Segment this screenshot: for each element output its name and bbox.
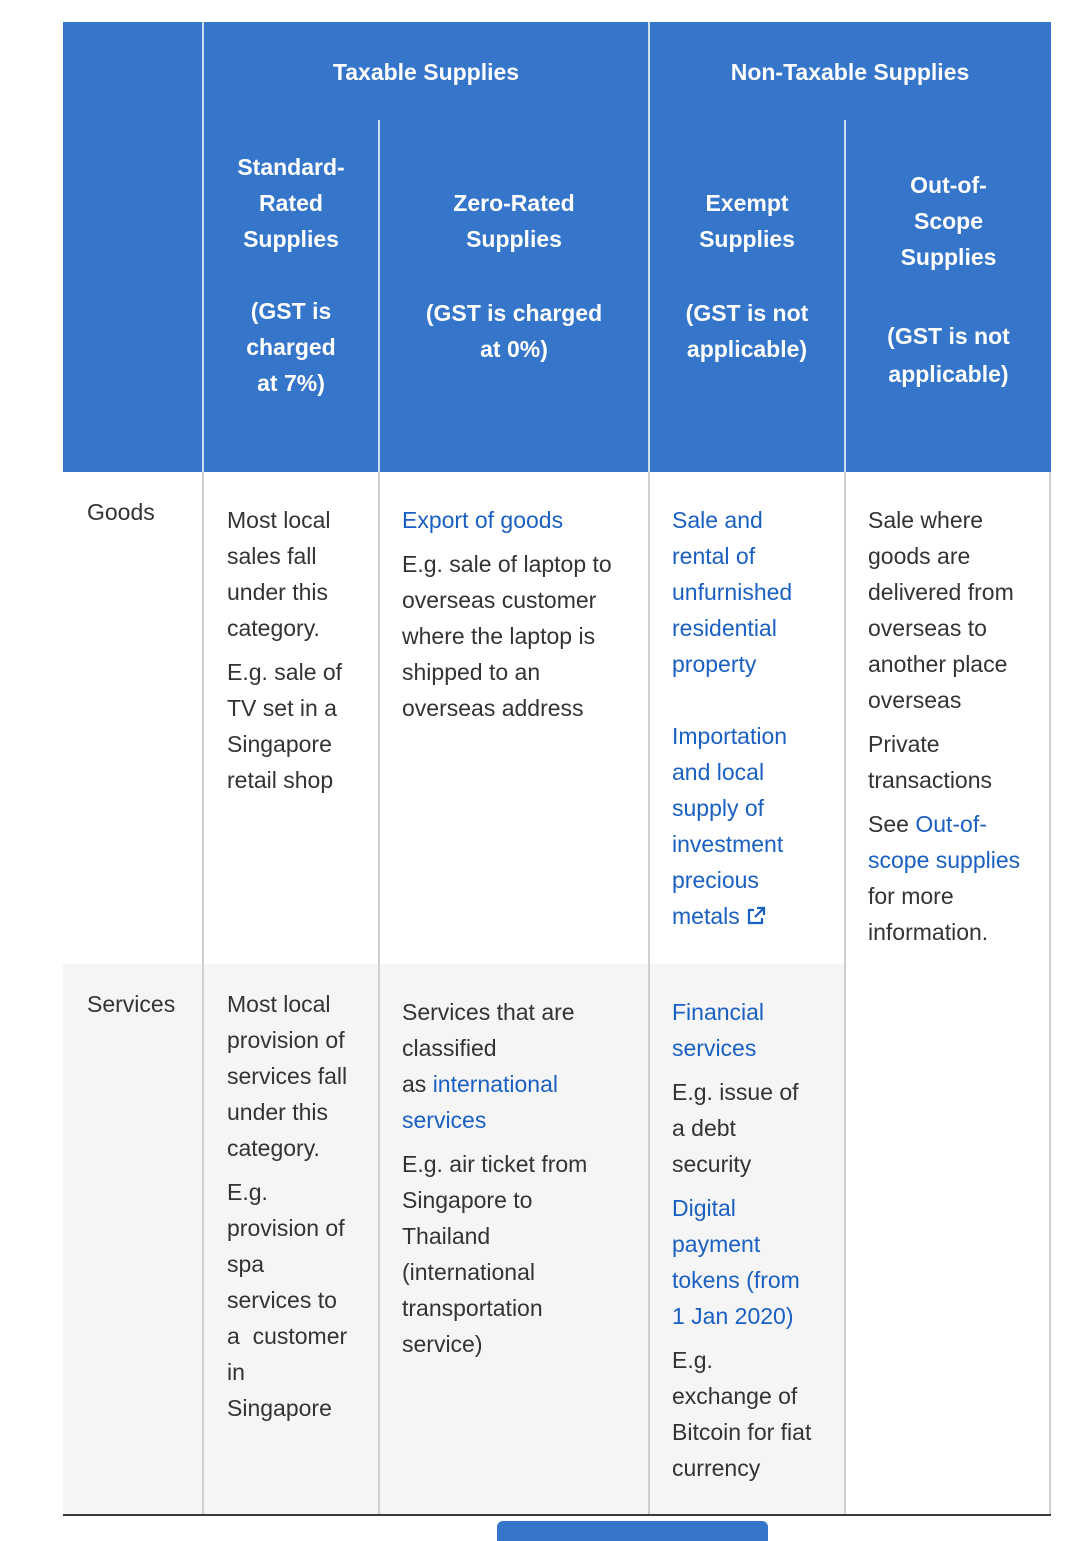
out-of-scope-supplies-link-cont[interactable]: scope supplies (868, 847, 1021, 873)
investment-precious-metals-link[interactable]: Importation and local supply of investment precious metals (672, 723, 788, 929)
services-standard-desc: Most local provision of services fall under this category. (227, 991, 348, 1161)
goods-exempt-cell (672, 502, 844, 934)
digital-payment-tokens-link[interactable]: Digital payment tokens (from 1 Jan 2020) (672, 1195, 800, 1329)
goods-zero-example: E.g. sale of laptop to overseas customer where the laptop is shipped to an overseas address (402, 551, 612, 721)
services-exempt-cell (672, 994, 844, 1486)
table-bottom-border (63, 1514, 1051, 1516)
column-divider (202, 472, 204, 1516)
sale-rental-residential-property-link[interactable]: Sale and rental of unfurnished residential property (672, 507, 793, 677)
header-zero-note: (GST is charged at 0%) (425, 300, 603, 362)
export-of-goods-link[interactable]: Export of goods (402, 507, 564, 533)
international-services-link-cont[interactable]: services (402, 1107, 487, 1133)
goods-oos-private: Private transactions (868, 731, 993, 793)
row-label-services: Services (87, 991, 176, 1017)
services-exempt-example1: E.g. issue of a debt security (672, 1079, 799, 1177)
header-standard-title: Standard- Rated Supplies (237, 154, 345, 252)
column-divider (844, 472, 846, 1516)
row-label-goods: Goods (87, 499, 155, 525)
goods-oos-see-more: See Out-of- scope supplies for more information. (868, 811, 1021, 945)
header-exempt (650, 185, 844, 367)
header-standard-note: (GST is charged at 7%) (246, 298, 336, 396)
header-out-of-scope-note: (GST is not applicable) (887, 323, 1010, 387)
column-divider (1049, 472, 1051, 1516)
header-out-of-scope-title: Out-of- Scope Supplies (900, 172, 997, 270)
header-exempt-note: (GST is not applicable) (685, 300, 809, 362)
header-zero-title: Zero-Rated Supplies (453, 190, 575, 252)
services-standard-example: E.g. provision of spa services to a customer in Singapore (227, 1179, 348, 1421)
goods-standard-example: E.g. sale of TV set in a Singapore retail shop (227, 659, 343, 793)
goods-zero-cell (402, 502, 646, 726)
services-zero-example: E.g. air ticket from Singapore to Thailand (international transportation service) (402, 1151, 588, 1357)
gst-supplies-table (63, 22, 1051, 1516)
goods-out-of-scope-cell (868, 502, 1048, 950)
goods-oos-desc: Sale where goods are delivered from overseas to another place overseas (868, 507, 1014, 713)
services-exempt-example2: E.g. exchange of Bitcoin for fiat currency (672, 1347, 812, 1481)
header-out-of-scope (846, 167, 1051, 393)
header-standard-rated (204, 149, 378, 401)
header-taxable-supplies: Taxable Supplies (203, 54, 649, 90)
financial-services-link[interactable]: Financial services (672, 999, 765, 1061)
bottom-floating-button[interactable] (497, 1521, 768, 1541)
services-zero-desc: Services that are classified as international services (402, 999, 575, 1133)
international-services-link[interactable]: international (432, 1071, 558, 1097)
column-divider (648, 472, 650, 1516)
goods-standard-cell (227, 502, 377, 798)
goods-standard-desc: Most local sales fall under this category. (227, 507, 331, 641)
column-divider (378, 472, 380, 1516)
header-exempt-title: Exempt Supplies (699, 190, 795, 252)
services-standard-cell (227, 986, 377, 1426)
out-of-scope-supplies-link[interactable]: Out-of- (915, 811, 987, 837)
header-zero-rated (380, 185, 648, 367)
external-link-icon (746, 906, 766, 926)
services-zero-cell (402, 994, 646, 1362)
header-non-taxable-supplies: Non-Taxable Supplies (649, 54, 1051, 90)
